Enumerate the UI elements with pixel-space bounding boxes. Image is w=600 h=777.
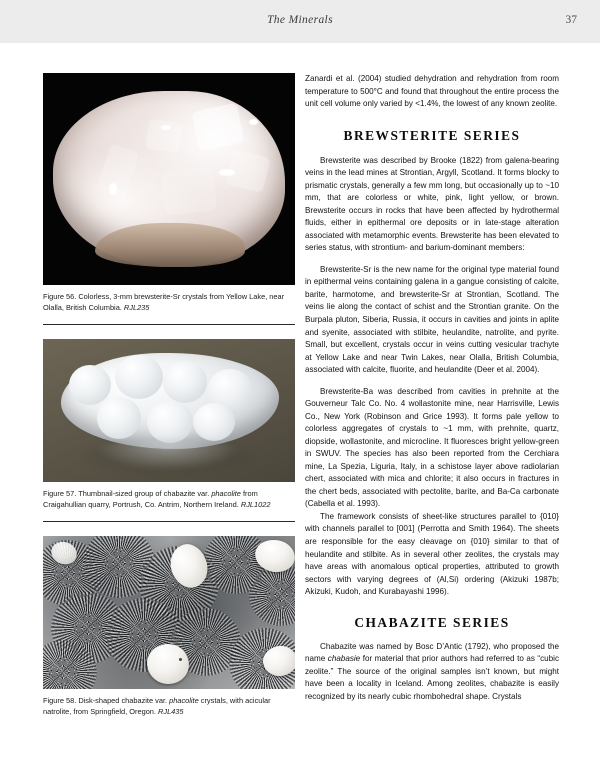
- figure-57-caption: [43, 489, 295, 510]
- chabazite-original-name: chabasie: [327, 654, 361, 664]
- specular-highlight: [249, 119, 258, 125]
- chabazite-text-a: Chabazite was named by Bosc D’Antic (1792), who proposed the name: [305, 641, 559, 664]
- specular-highlight: [219, 169, 235, 176]
- figure-57-caption-text: Figure 57. Thumbnail-sized group of chabazite var.: [43, 489, 212, 499]
- paragraph-zanardi: Zanardi et al. (2004) studied dehydration and rehydration from room temperature to 500°C and found that throughout the entire process the unit cell volume only varied by <1.4%, the lowest of any known zeolite.: [305, 74, 559, 109]
- heading-chabazite-series: CHABAZITE SERIES: [354, 614, 510, 630]
- figure-57-variety-name: phacolite: [211, 489, 241, 499]
- crystal-facet: [161, 166, 217, 215]
- body-text-column: [305, 73, 559, 703]
- page-number: 37: [565, 14, 577, 26]
- specular-highlight: [109, 183, 117, 195]
- figure-57: [43, 339, 295, 522]
- heading-brewsterite-series: BREWSTERITE SERIES: [343, 127, 521, 143]
- paragraph-brewsterite-intro: Brewsterite was described by Brooke (1822) from galena-bearing veins in the lead mines at Strontian, Argyll, Scotland. It forms blocky to prismatic crystals, generally a few mm long, but occasionally up to ~10 mm, that are colorless or white, pink, light yellow, or brown. Brewsterite occurs in rocks that have been affected by hydrothermal fluids, either in epithermal ore deposits or in late-stage alteration associated with metamorphic events. Brewsterite has been elevated to series status, with strontium- and barium-dominant members:: [305, 155, 559, 253]
- paragraph-framework: The framework consists of sheet-like structures parallel to {010} with channels parallel to [001] (Perrotta and Smith 1964). The sheets are responsible for the easy cleavage on {010} similar to that of heulandite and stilbite. As in several other zeolites, the crystals may have areas with anomalous optical properties, attributed to growth sectors with varying degrees of (Al,Si) ordering (Akizuki 1987b; Akizuki, Kudoh, and Kurabayashi 1996).: [305, 511, 559, 597]
- figure-57-photo: [43, 339, 295, 482]
- crystal-lump: [147, 401, 193, 443]
- figure-56-caption: [43, 292, 295, 313]
- paragraph-brewsterite-sr: Brewsterite-Sr is the new name for the original type material found in epithermal veins containing galena in a gangue consisting of calcite, barite, harmotome, and brewsterite-Sr at Strontian, Scotland. The veins lie along the contact of schist and the Strontian granite. On the Burpala pluton, Siberia, Russia, it occurs in cavities and joints in aplite and syenite, associated with stilbite, heulandite, natrolite, and pyrite. Small, but excellent, crystals occur in veins cutting vesicular trachyte at Yellow Lake and near Twin Lakes, near Olalla, British Columbia, associated with calcite, fluorite, and heulandite (Deer et al. 2004).: [305, 264, 559, 375]
- chabazite-text-b: for material that prior authors had referred to as “cubic zeolite.” The source of the original samples isn’t known, but might have been a locality in Iceland. Among zeolites, chabazite is easily recognized by its nearly cubic rhombohedral shape. Crystals: [305, 654, 559, 701]
- figure-column: [43, 73, 295, 717]
- figure-57-caption-locality: from Craigahullian quarry, Portrush, Co. Antrim, Northern Ireland.: [43, 489, 258, 509]
- figure-58-caption-text: Figure 58. Disk-shaped chabazite var.: [43, 696, 170, 706]
- crystal-lump: [193, 403, 235, 441]
- specular-highlight: [161, 125, 171, 130]
- figure-58-catalog-number: RJL435: [158, 706, 184, 716]
- figure-56-caption-text: Figure 56. Colorless, 3-mm brewsterite-Sr crystals from Yellow Lake, near Olalla, British Columbia.: [43, 292, 285, 312]
- figure-58-caption: [43, 696, 295, 717]
- brewsterite-matrix-base: [95, 223, 245, 267]
- paragraph-chabazite-intro: [305, 641, 559, 704]
- figure-56-rule: [43, 324, 295, 325]
- figure-56-catalog-number: RJL235: [123, 302, 150, 312]
- figure-56: [43, 73, 295, 325]
- figure-56-photo: [43, 73, 295, 285]
- crystal-facet: [145, 119, 183, 153]
- surface-reflection: [83, 439, 253, 475]
- figure-58-variety-name: phacolite: [169, 696, 199, 706]
- crystal-lump: [115, 355, 163, 399]
- crystal-lump: [69, 365, 111, 405]
- crystal-lump: [97, 397, 141, 439]
- figure-57-rule: [43, 521, 295, 522]
- paragraph-brewsterite-ba: Brewsterite-Ba was described from cavities in prehnite at the Gouverneur Talc Co. No. 4 wollastonite mine, near Harrisville, Lewis Co., New York (Robinson and Grice 1993). It forms pale yellow to colorless aggregates of crystals to ~1 mm, with prehnite, quartz, diopside, wollastonite, and microcline. It fluoresces bright yellow-green in SWUV. The species has also been reported from the Cerchiara mine, La Spezia, Liguria, Italy, in a schistose layer above radiolarian chert, associated with mica and chlorite; it also occurs in fractures in the chert beds, associated with pectolite, barite, and Ba-Ca carbonate (Cabella et al. 1993).: [305, 386, 559, 509]
- figure-58-photo: [43, 536, 295, 689]
- figure-58: [43, 536, 295, 717]
- figure-57-catalog-number: RJL1022: [240, 499, 271, 509]
- crystal-lump: [163, 361, 207, 403]
- running-header-title: The Minerals: [267, 14, 333, 26]
- figure-58-caption-locality: crystals, with acicular natrolite, from Springfield, Oregon.: [43, 696, 271, 716]
